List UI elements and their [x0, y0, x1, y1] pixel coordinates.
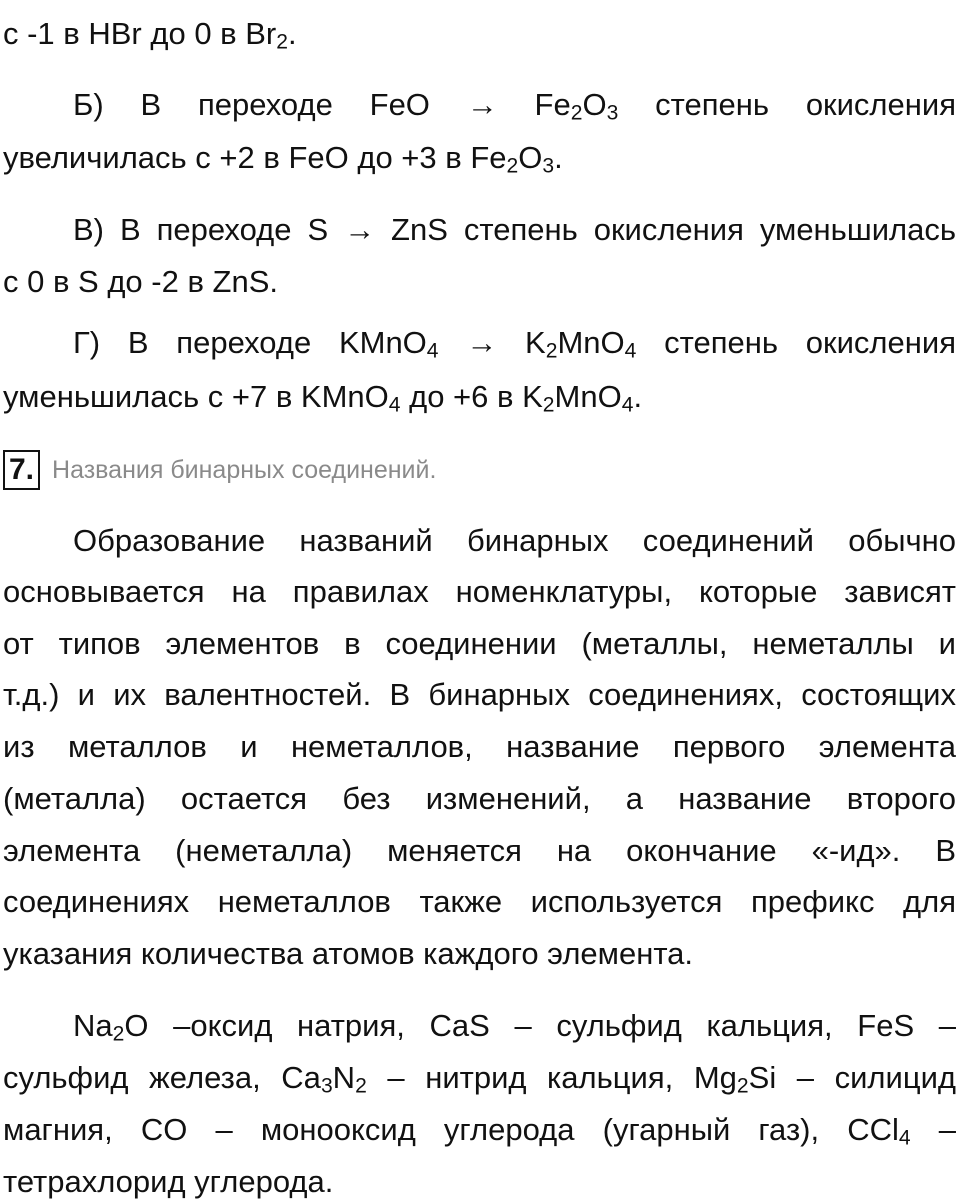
paragraph-line: от типов элементов в соединении (металлы, неметаллы и — [3, 626, 956, 661]
text-line: Г) В переходе KMnO$_4$ → $K_2MnO_4$ степень окисления — [73, 325, 956, 363]
examples-line: $Na_2O$ –оксид натрия, CaS – сульфид кальция, FeS – — [73, 1008, 956, 1046]
paragraph-line: т.д.) и их валентностей. В бинарных соединениях, состоящих — [3, 677, 956, 712]
examples-line: сульфид железа, $Ca_3N_2$ – нитрид кальция, $Mg_2Si$ – силицид — [3, 1060, 956, 1098]
task-number-box: 7. — [3, 450, 40, 490]
task-title: Названия бинарных соединений. — [52, 456, 437, 484]
task-header — [3, 448, 436, 492]
text-line: Б) В переходе FeO → $Fe_2O_3$ степень окисления — [73, 87, 956, 125]
paragraph-line: указания количества атомов каждого элемента. — [3, 936, 694, 971]
paragraph-line: основывается на правилах номенклатуры, которые зависят — [3, 574, 956, 609]
paragraph-line: Образование названий бинарных соединений обычно — [73, 523, 956, 558]
text-line: увеличилась с +2 в FeO до +3 в $Fe_2O_3$. — [3, 140, 563, 178]
paragraph-line: соединениях неметаллов также используется префикс для — [3, 884, 956, 919]
text-line: с 0 в S до -2 в ZnS. — [3, 264, 279, 299]
examples-line: тетрахлорид углерода. — [3, 1164, 334, 1199]
examples-line: магния, CO – монооксид углерода (угарный газ), CCl$_4$ – — [3, 1112, 956, 1150]
text-line: с -1 в HBr до 0 в $Br_2$. — [3, 16, 297, 54]
paragraph-line: из металлов и неметаллов, название первого элемента — [3, 729, 956, 764]
paragraph-line: (металла) остается без изменений, а название второго — [3, 781, 956, 816]
paragraph-line: элемента (неметалла) меняется на окончание «-ид». В — [3, 833, 956, 868]
text-line: уменьшилась с +7 в KMnO$_4$ до +6 в $K_2MnO_4$. — [3, 379, 643, 417]
text-line: В) В переходе S → ZnS степень окисления уменьшилась — [73, 212, 956, 247]
